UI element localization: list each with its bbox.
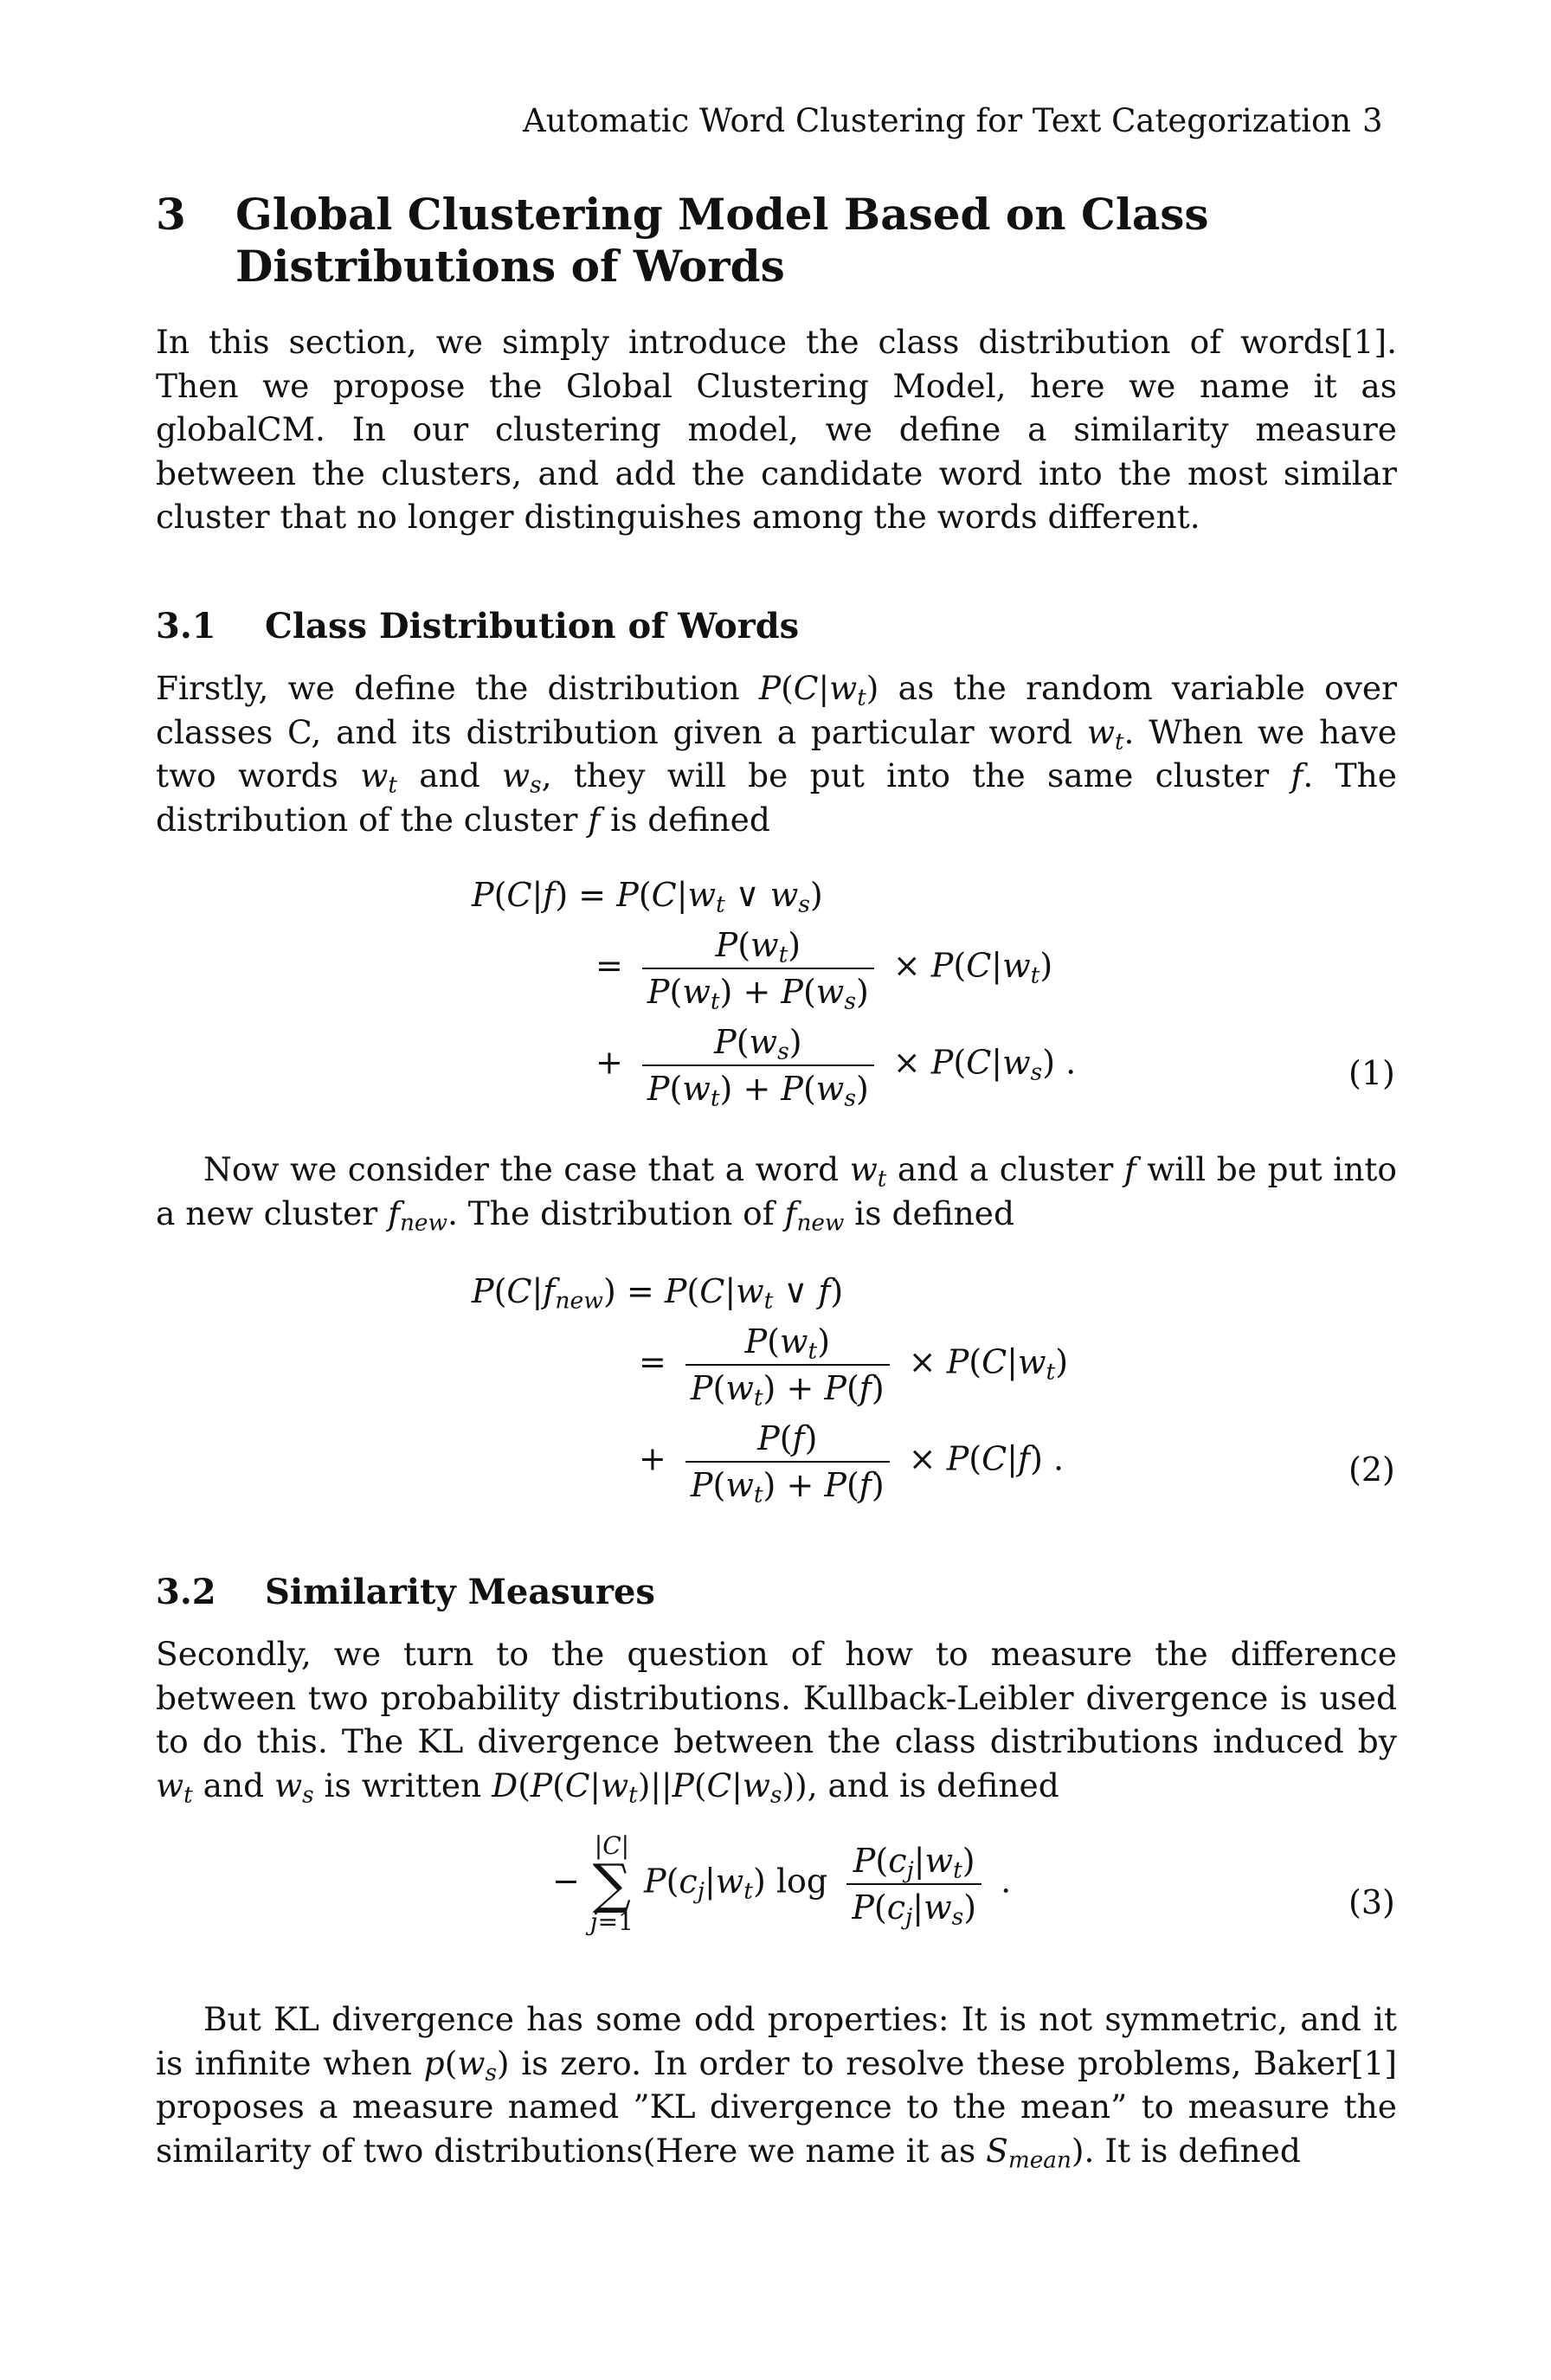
paragraph-new-cluster: Now we consider the case that a word $w_t$ and a cluster f will be put into a new cluster $f_{new}$. The distribution of $f_{new}$ is defined	[156, 1150, 1397, 1237]
equation-1-line-3: + $\frac{P(w_s)}{P(w_t) + P(w_s)}$ × $P(C|w_s)$ .	[595, 1023, 1077, 1112]
equation-2-line-3: + $\frac{P(f)}{P(w_t) + P(f)}$ × P(C|f) .	[639, 1419, 1065, 1508]
equation-2-line-2: = $\frac{P(w_t)}{P(w_t) + P(f)}$ × $P(C|w_t)$	[639, 1322, 1069, 1412]
paragraph-kl-to-mean: But KL divergence has some odd properties: It is not symmetric, and it is infinite when $p(w_s)$ is zero. In order to resolve these problems, Baker[1] proposes a measure named ”KL divergence to the mean” to measure the similarity of two distributions(Here we name it as $S_{mean}$). It is defined	[156, 2000, 1397, 2174]
subsection-title: Class Distribution of Words	[265, 606, 800, 646]
running-header: Automatic Word Clustering for Text Categorization	[523, 102, 1352, 139]
equation-3: − |C| ∑ j=1 $P(c_j|w_t)$ log $\frac{P(c_j|w_t)}{P(c_j|w_s)}$ .	[552, 1831, 1012, 1936]
intro-paragraph: In this section, we simply introduce the class distribution of words[1]. Then we propose the Global Clustering Model, here we name it as globalCM. In our clustering model, we define a similarity measure between the clusters, and add the candidate word into the most similar cluster that no longer distinguishes among the words different.	[156, 323, 1397, 536]
paragraph-class-distribution: Firstly, we define the distribution $P(C|w_t)$ as the random variable over classes C, and its distribution given a particular word $w_t$. When we have two words $w_t$ and $w_s$, they will be put into the same cluster f. The distribution of the cluster f is defined	[156, 669, 1397, 839]
subsection-title: Similarity Measures	[265, 1572, 655, 1612]
equation-1-line-2: = $\frac{P(w_t)}{P(w_t) + P(w_s)}$ × $P(C|w_t)$	[595, 926, 1053, 1015]
equation-2-line-1: $P(C|f_{new}) = P(C|w_t$ ∨ f)	[472, 1272, 844, 1315]
equation-number: (2)	[1348, 1451, 1395, 1489]
subsection-number: 3.2	[156, 1572, 216, 1612]
section-title: Global Clustering Model Based on Class Distributions of Words	[235, 189, 1209, 292]
paragraph-similarity-measures: Secondly, we turn to the question of how to measure the difference between two probability distributions. Kullback-Leibler divergence is used to do this. The KL divergence between the class distributions induced by $w_t$ and $w_s$ is written $D(P(C|w_t)||P(C|w_s))$, and is defined	[156, 1635, 1397, 1809]
subsection-number: 3.1	[156, 606, 216, 646]
equation-1-line-1: $P(C|f) = P(C|w_t$ ∨ $w_s$)	[472, 876, 823, 918]
equation-number: (3)	[1348, 1883, 1395, 1921]
page-number: 3	[1362, 102, 1383, 139]
section-number: 3	[156, 189, 186, 240]
equation-number: (1)	[1348, 1054, 1395, 1092]
